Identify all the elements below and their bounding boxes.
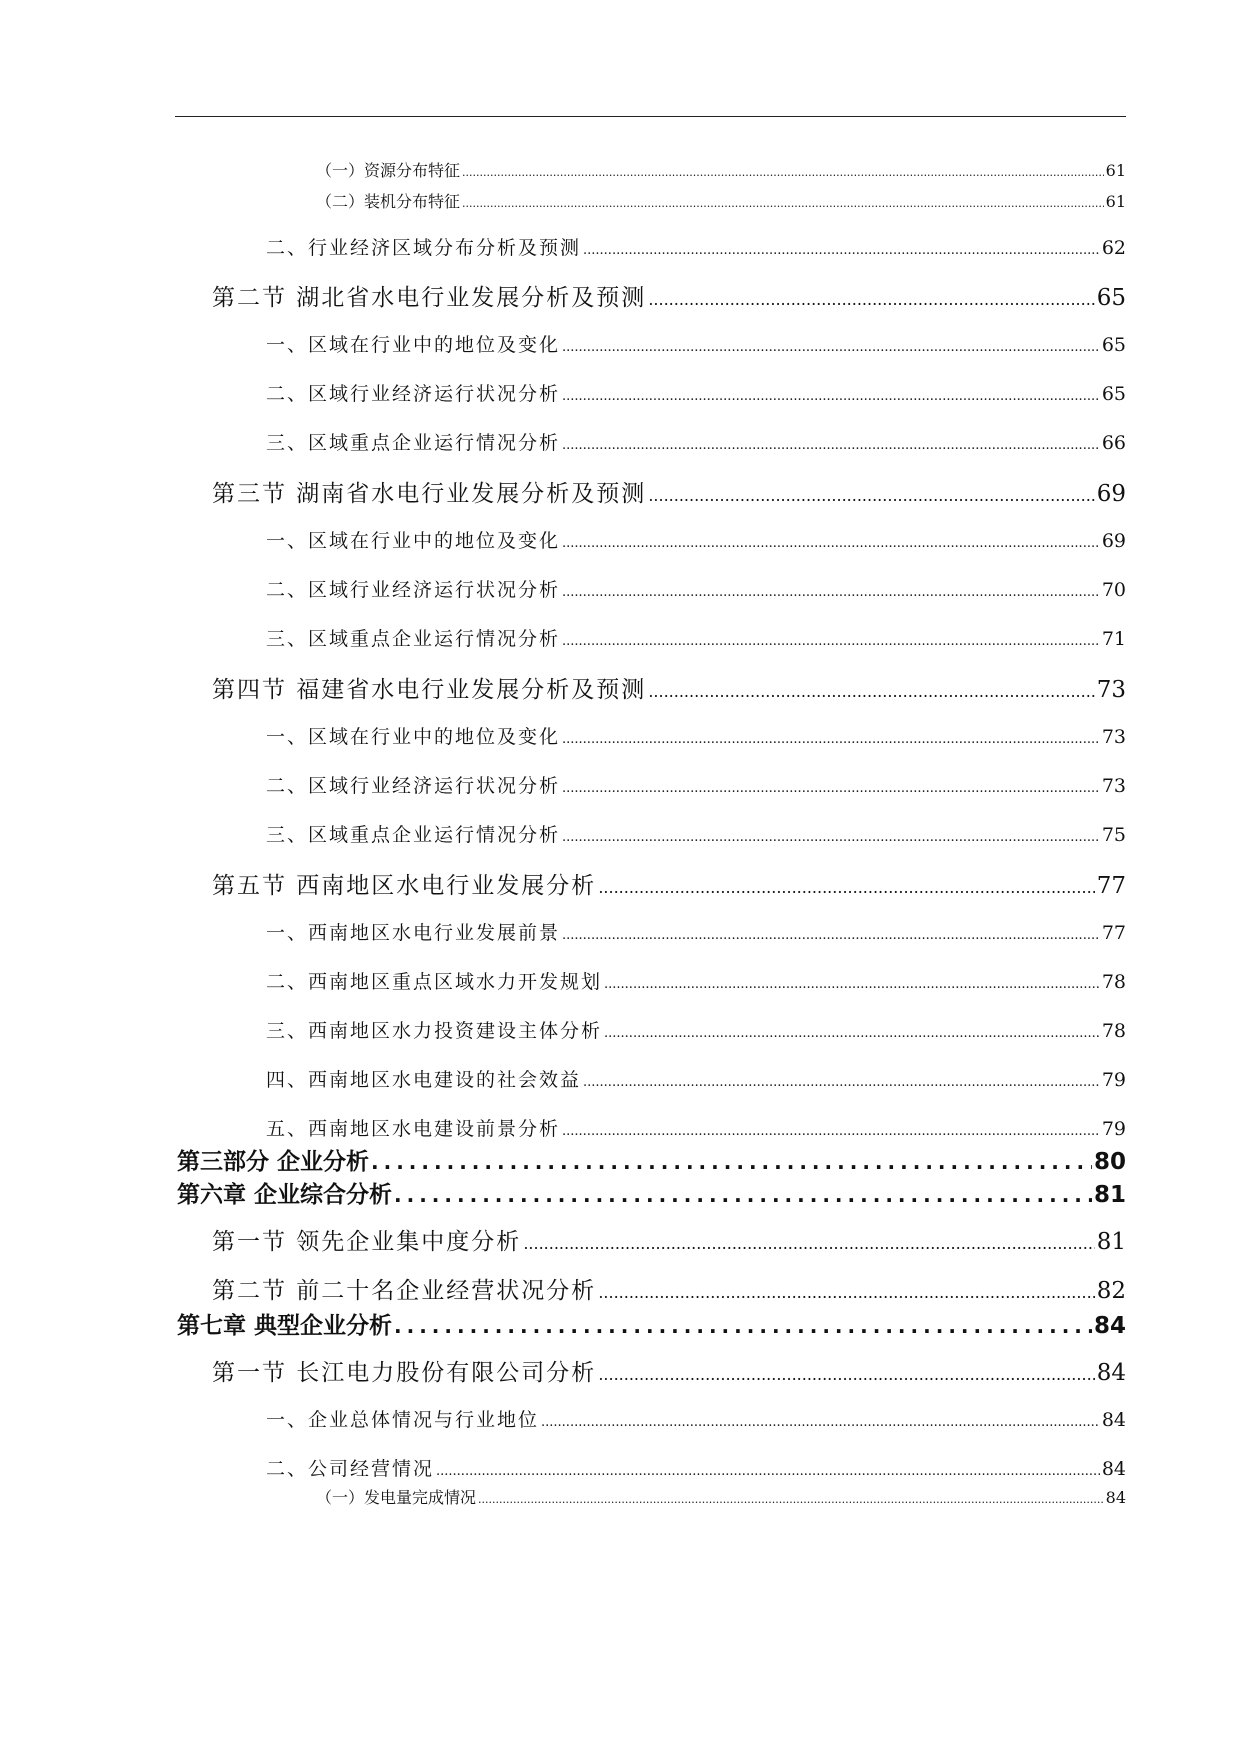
toc-entry-page: 84 <box>1101 1409 1126 1431</box>
toc-entry-label: 一、区域在行业中的地位及变化 <box>266 726 561 748</box>
dot-leader <box>478 1493 1104 1506</box>
toc-entry[interactable] <box>212 1354 1126 1387</box>
toc-entry[interactable] <box>266 771 1126 798</box>
toc-entry-label: （一）资源分布特征 <box>316 161 461 180</box>
toc-entry-page: 66 <box>1101 432 1126 454</box>
toc-entry-page: 69 <box>1101 530 1126 552</box>
dot-leader <box>562 634 1100 649</box>
dot-leader <box>394 1183 1092 1207</box>
toc-entry-page: 65 <box>1101 334 1126 356</box>
dot-leader <box>436 1464 1100 1479</box>
toc-entry-page: 77 <box>1096 873 1126 899</box>
toc-entry[interactable] <box>316 158 1126 181</box>
toc-entry-label: 三、区域重点企业运行情况分析 <box>266 824 561 846</box>
toc-entry-label: 一、区域在行业中的地位及变化 <box>266 334 561 356</box>
dot-leader <box>598 1283 1094 1302</box>
toc-entry[interactable] <box>316 1485 1126 1508</box>
toc-entry-page: 78 <box>1101 1020 1126 1042</box>
toc-entry-page: 80 <box>1093 1149 1126 1175</box>
toc-entry-page: 71 <box>1101 628 1126 650</box>
dot-leader <box>598 1365 1094 1384</box>
toc-entry-label: 五、西南地区水电建设前景分析 <box>266 1118 561 1140</box>
toc-entry[interactable] <box>212 671 1126 704</box>
toc-entry-page: 75 <box>1101 824 1126 846</box>
toc-entry-label: 第七章 典型企业分析 <box>177 1313 393 1339</box>
toc-entry[interactable] <box>177 1307 1126 1340</box>
toc-entry-label: 四、西南地区水电建设的社会效益 <box>266 1069 582 1091</box>
toc-entry[interactable] <box>316 189 1126 212</box>
toc-entry-label: 一、企业总体情况与行业地位 <box>266 1409 540 1431</box>
toc-entry-page: 81 <box>1096 1229 1126 1255</box>
dot-leader <box>562 732 1100 747</box>
toc-entry[interactable] <box>266 1114 1126 1141</box>
toc-entry[interactable] <box>266 624 1126 651</box>
toc-entry[interactable] <box>266 1454 1126 1481</box>
toc-entry-label: 第四节 福建省水电行业发展分析及预测 <box>212 677 647 703</box>
toc-entry-label: 三、区域重点企业运行情况分析 <box>266 432 561 454</box>
toc-entry-label: 第五节 西南地区水电行业发展分析 <box>212 873 597 899</box>
toc-entry-page: 62 <box>1101 237 1126 259</box>
dot-leader <box>371 1150 1092 1174</box>
dot-leader <box>462 197 1104 210</box>
dot-leader <box>562 1124 1100 1139</box>
toc-entry-label: 第一节 领先企业集中度分析 <box>212 1229 522 1255</box>
dot-leader <box>523 1234 1094 1253</box>
toc-entry[interactable] <box>212 867 1126 900</box>
dot-leader <box>598 878 1094 897</box>
dot-leader <box>562 340 1100 355</box>
dot-leader <box>583 243 1100 258</box>
toc-entry-page: 79 <box>1101 1069 1126 1091</box>
dot-leader <box>541 1415 1100 1430</box>
toc-entry-page: 78 <box>1101 971 1126 993</box>
dot-leader <box>604 977 1100 992</box>
dot-leader <box>462 166 1104 179</box>
toc-entry-page: 61 <box>1105 192 1126 211</box>
dot-leader <box>583 1075 1100 1090</box>
toc-entry[interactable] <box>266 428 1126 455</box>
toc-entry[interactable] <box>212 279 1126 312</box>
toc-entry-page: 61 <box>1105 161 1126 180</box>
toc-entry-page: 73 <box>1096 677 1126 703</box>
dot-leader <box>562 830 1100 845</box>
toc-entry[interactable] <box>266 330 1126 357</box>
toc-entry-page: 84 <box>1105 1488 1126 1507</box>
toc-entry-label: 一、西南地区水电行业发展前景 <box>266 922 561 944</box>
dot-leader <box>648 290 1094 309</box>
dot-leader <box>648 682 1094 701</box>
toc-entry[interactable] <box>266 722 1126 749</box>
toc-entry-page: 81 <box>1093 1182 1126 1208</box>
toc-entry-label: 二、西南地区重点区域水力开发规划 <box>266 971 603 993</box>
toc-entry[interactable] <box>266 918 1126 945</box>
toc-entry-label: （一）发电量完成情况 <box>316 1488 477 1507</box>
toc-entry-label: 第一节 长江电力股份有限公司分析 <box>212 1360 597 1386</box>
toc-entry[interactable] <box>212 1223 1126 1256</box>
toc-entry-label: 三、西南地区水力投资建设主体分析 <box>266 1020 603 1042</box>
toc-entry-label: 三、区域重点企业运行情况分析 <box>266 628 561 650</box>
toc-entry-page: 65 <box>1101 383 1126 405</box>
dot-leader <box>562 781 1100 796</box>
toc-entry-label: 二、区域行业经济运行状况分析 <box>266 775 561 797</box>
toc-entry-page: 82 <box>1096 1278 1126 1304</box>
toc-entry[interactable] <box>266 1405 1126 1432</box>
toc-entry-label: 第三节 湖南省水电行业发展分析及预测 <box>212 481 647 507</box>
toc-entry-label: 第三部分 企业分析 <box>177 1149 370 1175</box>
toc-entry-page: 79 <box>1101 1118 1126 1140</box>
toc-entry[interactable] <box>266 820 1126 847</box>
toc-entry-page: 84 <box>1101 1458 1126 1480</box>
toc-entry[interactable] <box>266 967 1126 994</box>
toc-entry-page: 73 <box>1101 775 1126 797</box>
toc-entry-page: 65 <box>1096 285 1126 311</box>
toc-entry[interactable] <box>266 379 1126 406</box>
toc-entry-page: 69 <box>1096 481 1126 507</box>
toc-entry-label: 第六章 企业综合分析 <box>177 1182 393 1208</box>
toc-entry-page: 70 <box>1101 579 1126 601</box>
dot-leader <box>562 438 1100 453</box>
toc-entry[interactable] <box>266 1065 1126 1092</box>
toc-entry-label: 二、区域行业经济运行状况分析 <box>266 383 561 405</box>
dot-leader <box>648 486 1094 505</box>
toc-entry-label: 二、区域行业经济运行状况分析 <box>266 579 561 601</box>
toc-entry[interactable] <box>177 1176 1126 1209</box>
toc-entry[interactable] <box>266 233 1126 260</box>
dot-leader <box>394 1314 1092 1338</box>
toc-entry-label: （二）装机分布特征 <box>316 192 461 211</box>
toc-entry[interactable] <box>212 475 1126 508</box>
toc-entry-label: 二、行业经济区域分布分析及预测 <box>266 237 582 259</box>
dot-leader <box>562 536 1100 551</box>
dot-leader <box>562 389 1100 404</box>
toc-entry-label: 一、区域在行业中的地位及变化 <box>266 530 561 552</box>
toc-entry-label: 二、公司经营情况 <box>266 1458 435 1480</box>
toc-entry[interactable] <box>266 526 1126 553</box>
toc-entry-page: 84 <box>1096 1360 1126 1386</box>
dot-leader <box>562 928 1100 943</box>
toc-entry[interactable] <box>266 1016 1126 1043</box>
toc-entry-page: 73 <box>1101 726 1126 748</box>
toc-entry[interactable] <box>266 575 1126 602</box>
toc-entry-page: 84 <box>1093 1313 1126 1339</box>
dot-leader <box>562 585 1100 600</box>
toc-entry[interactable] <box>212 1272 1126 1305</box>
toc-entry-page: 77 <box>1101 922 1126 944</box>
dot-leader <box>604 1026 1100 1041</box>
toc-entry[interactable] <box>177 1143 1126 1176</box>
toc-entry-label: 第二节 湖北省水电行业发展分析及预测 <box>212 285 647 311</box>
toc-entry-label: 第二节 前二十名企业经营状况分析 <box>212 1278 597 1304</box>
